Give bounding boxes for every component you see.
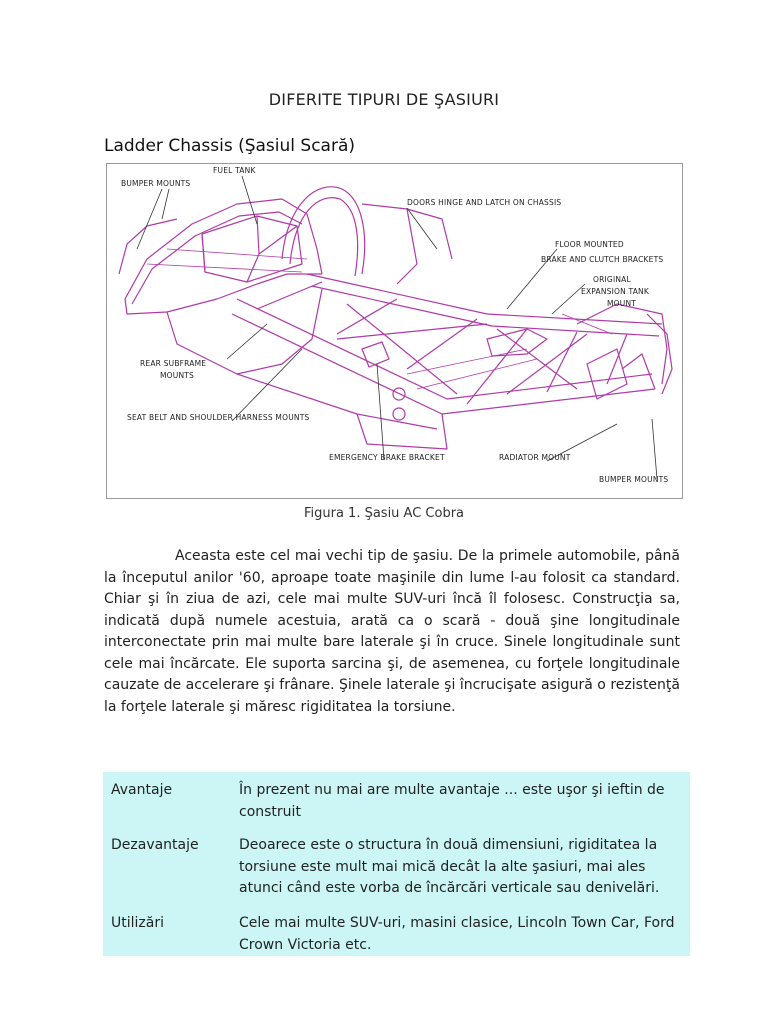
chassis-diagram — [107, 164, 682, 498]
callout-original-line2: EXPANSION TANK — [581, 287, 649, 296]
callout-floor-mounted-line2: BRAKE AND CLUTCH BRACKETS — [541, 255, 664, 264]
page-title: DIFERITE TIPURI DE ŞASIURI — [268, 90, 500, 109]
callout-emergency-brake: EMERGENCY BRAKE BRACKET — [329, 453, 445, 462]
callout-rear-subframe-line1: REAR SUBFRAME — [140, 359, 207, 368]
pros-cons-table — [103, 772, 690, 956]
callout-bumper-mounts-top: BUMPER MOUNTS — [121, 179, 191, 188]
callout-bumper-mounts-bottom: BUMPER MOUNTS — [599, 475, 669, 484]
callout-radiator-mount: RADIATOR MOUNT — [499, 453, 571, 462]
callout-original-line3: MOUNT — [607, 299, 637, 308]
table-row — [103, 905, 690, 956]
row-text: În prezent nu mai are multe avantaje ... este uşor şi ieftin de construit — [239, 782, 665, 820]
callout-seat-belt: SEAT BELT AND SHOULDER HARNESS MOUNTS — [127, 413, 310, 422]
table-row — [103, 772, 690, 825]
row-text: Deoarece este o structura în două dimensiuni, rigiditatea la torsiune este mult mai mică decât la alte şasiuri, mai ales atunci când este vorba de încărcări verticale sau denivelări. — [239, 837, 660, 896]
row-label: Utilizări — [111, 915, 164, 931]
callout-doors-hinge: DOORS HINGE AND LATCH ON CHASSIS — [407, 198, 562, 207]
figure-caption: Figura 1. Şasiu AC Cobra — [303, 506, 465, 521]
body-paragraph: Aceasta este cel mai vechi tip de şasiu. De la primele automobile, până la începutul anilor '60, aproape toate maşinile din lume l-au folosit ca standard. Chiar şi în ziua de azi, cele mai multe SUV-uri încă îl folosesc. Construcţia sa, indicată după numele acestuia, arată ca o scară - două şine longitudinale interconectate prin mai multe bare laterale şi în cruce. Sinele longitudinale sunt cele mai încărcate. Ele suporta sarcina şi, de asemenea, cu forţele longitudinale cauzate de accelerare şi frânare. Şinele laterale şi încrucişate asigură o rezistenţă la forţele laterale şi măresc rigiditatea la torsiune. — [104, 548, 680, 715]
row-label: Dezavantaje — [111, 837, 199, 853]
chassis-frame-drawing — [119, 187, 672, 449]
callout-fuel-tank: FUEL TANK — [213, 166, 256, 175]
callout-rear-subframe-line2: MOUNTS — [160, 371, 195, 380]
callout-original-line1: ORIGINAL — [593, 275, 631, 284]
section-heading: Ladder Chassis (Şasiul Scară) — [104, 136, 355, 156]
table-row — [103, 825, 690, 905]
callout-floor-mounted-line1: FLOOR MOUNTED — [555, 240, 624, 249]
row-text: Cele mai multe SUV-uri, masini clasice, Lincoln Town Car, Ford Crown Victoria etc. — [239, 915, 675, 953]
chassis-figure — [106, 163, 683, 499]
row-label: Avantaje — [111, 782, 173, 798]
